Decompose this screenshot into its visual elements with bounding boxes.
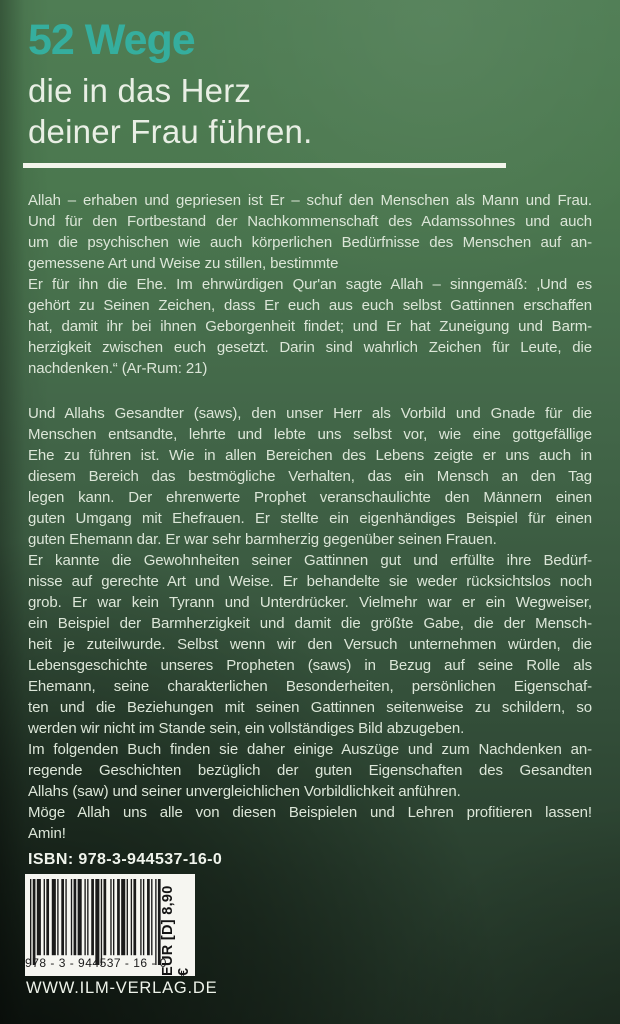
body-text-line: Möge Allah uns alle von diesen Beispielen und Lehren profitieren lassen! <box>28 804 592 821</box>
body-paragraph-block-1 <box>28 190 592 379</box>
body-text-line: nisse auf gerechte Art und Weise. Er behandelte sie weder rücksichtslos noch <box>28 573 592 590</box>
body-text-line: gemessene Art und Weise zu stillen, bestimmte <box>28 255 339 272</box>
body-text-line: Menschen entsandte, lehrte und lebte uns selbst vor, wie eine gottgefällige <box>28 426 592 443</box>
body-text-line: guten Umgang mit Ehefrauen. Er stellte ein eigenhändiges Beispiel für einen <box>28 510 592 527</box>
body-text-line: Allah – erhaben und gepriesen ist Er – schuf den Menschen als Mann und Frau. <box>28 192 592 209</box>
body-text-line: regende Geschichten bezüglich der guten Eigenschaften des Gesandten <box>28 762 592 779</box>
body-text-line: Lebensgeschichte unseres Propheten (saws) in Bezug auf seine Rolle als <box>28 657 592 674</box>
body-text-line: heit je zuteilwurde. Selbst wenn wir den Versuch unternehmen würden, die <box>28 636 592 653</box>
barcode <box>25 874 195 976</box>
body-text-line: guten Ehemann dar. Er war sehr barmherzig gegenüber seinen Frauen. <box>28 531 497 548</box>
isbn-label: ISBN: 978-3-944537-16-0 <box>28 851 223 868</box>
body-text-line: nachdenken.“ (Ar-Rum: 21) <box>28 360 208 377</box>
body-text-line: Und für den Fortbestand der Nachkommenschaft des Adamssohnes und auch <box>28 213 592 230</box>
body-text-line: Amin! <box>28 825 66 842</box>
body-text-line: um die psychischen wie auch körperlichen Bedürfnisse des Menschen auf an- <box>28 234 592 251</box>
body-paragraph-block-2 <box>28 403 592 844</box>
body-text-line: grob. Er war kein Tyrann und Unterdrücker. Vielmehr war er ein Wegweiser, <box>28 594 592 611</box>
subtitle-line-1: die in das Herz <box>28 72 252 109</box>
body-text-line: hat, damit ihr bei ihnen Geborgenheit findet; und Er hat Zuneigung und Barm- <box>28 318 592 335</box>
body-text-line: ein Beispiel der Barmherzigkeit und damit die größte Gabe, die der Mensch- <box>28 615 592 632</box>
book-title: 52 Wege <box>28 16 195 64</box>
body-text-line: werden wir nicht im Stande sein, ein vollständiges Bild abzugeben. <box>28 720 465 737</box>
body-text-line: Er für ihn die Ehe. Im ehrwürdigen Qur'an sagte Allah – sinngemäß: ‚Und es <box>28 276 592 293</box>
body-text-line: Ehemann, seine charakterlichen Besonderheiten, persönlichen Eigenschaf- <box>28 678 592 695</box>
body-text-line: diesem Bereich das bestmögliche Verhalten, das ein Mensch an den Tag <box>28 468 592 485</box>
body-text-line: Er kannte die Gewohnheiten seiner Gattinnen gut und erfüllte ihre Bedürf- <box>28 552 592 569</box>
body-text-line: ten und die Beziehungen mit seinen Gattinnen seitenweise zu schildern, so <box>28 699 592 716</box>
body-text-line: legen kann. Der ehrenwerte Prophet veranschaulichte den Männern einen <box>28 489 592 506</box>
book-subtitle <box>28 70 312 152</box>
body-text-line: Im folgenden Buch finden sie daher einige Auszüge und zum Nachdenken an- <box>28 741 592 758</box>
subtitle-line-2: deiner Frau führen. <box>28 113 313 150</box>
body-text-line: Und Allahs Gesandter (saws), den unser Herr als Vorbild und Gnade für die <box>28 405 592 422</box>
body-text-line: herzigkeit zwischen euch gesetzt. Darin sind wahrlich Zeichen für Leute, die <box>28 339 592 356</box>
website-url: WWW.ILM-VERLAG.DE <box>26 979 218 997</box>
barcode-digits: 978 - 3 - 944537 - 16 - 0 <box>25 956 167 970</box>
divider-rule <box>23 163 506 168</box>
body-text-line: Ehe zu führen ist. Wie in allen Bereichen des Lebens zeigte er uns auch in <box>28 447 592 464</box>
price-label: EUR [D] 8,90 € <box>160 885 192 976</box>
barcode-bars-image <box>30 879 162 957</box>
body-text-line: Allahs (saw) und seiner unvergleichlichen Vorbildlichkeit anführen. <box>28 783 461 800</box>
body-text-line: gehört zu Seinen Zeichen, dass Er euch aus euch selbst Gattinnen erschaffen <box>28 297 592 314</box>
